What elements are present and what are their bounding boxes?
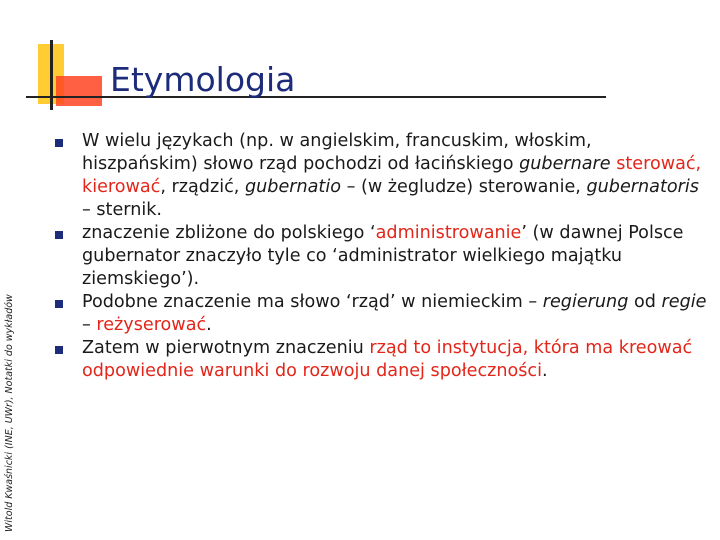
german-term: regierung	[542, 292, 629, 312]
decoration-vertical-line	[50, 40, 53, 110]
bullet-text: Zatem w pierwotnym znaczeniu	[82, 338, 370, 358]
highlighted-text: administrowanie	[375, 223, 522, 243]
square-bullet-icon	[55, 231, 63, 239]
bullet-text: – (w żegludze) sterowanie,	[340, 177, 587, 197]
bullet-text: , rządzić,	[160, 177, 245, 197]
bullet-text: Podobne znaczenie ma słowo ‘rząd’ w niemieckim –	[82, 292, 543, 312]
bullet-text: od	[628, 292, 662, 312]
bullet-item	[52, 222, 712, 291]
highlighted-text: sterować, kierować	[82, 154, 702, 197]
latin-term: gubernare	[519, 154, 611, 174]
bullet-list	[52, 130, 712, 383]
german-term: regie	[661, 292, 707, 312]
bullet-text: .	[206, 315, 212, 335]
latin-term: gubernatoris	[586, 177, 699, 197]
bullet-item	[52, 130, 712, 222]
author-side-note: Witold Kwaśnicki (INE, UWr), Notatki do wykładów	[4, 294, 15, 532]
square-bullet-icon	[55, 300, 63, 308]
bullet-item	[52, 337, 712, 383]
square-bullet-icon	[55, 346, 63, 354]
bullet-text: W wielu językach (np. w angielskim, francuskim, włoskim, hiszpańskim) słowo rząd pochodzi od łacińskiego	[82, 131, 592, 174]
bullet-text: –	[82, 315, 97, 335]
bullet-text: ’ (w dawnej Polsce gubernator znaczyło tyle co ‘administrator wielkiego majątku ziemskiego’).	[82, 223, 684, 289]
bullet-item	[52, 291, 712, 337]
decoration-red-block	[56, 76, 102, 106]
latin-term: gubernatio	[244, 177, 341, 197]
highlighted-text: rząd to instytucja, która ma kreować odpowiednie warunki do rozwoju danej społeczności	[82, 338, 693, 381]
bullet-text: – sternik.	[82, 200, 163, 220]
highlighted-text: reżyserować	[96, 315, 207, 335]
slide-title: Etymologia	[110, 60, 296, 99]
bullet-text: znaczenie zbliżone do polskiego ‘	[82, 223, 376, 243]
bullet-text: .	[542, 361, 548, 381]
square-bullet-icon	[55, 139, 63, 147]
